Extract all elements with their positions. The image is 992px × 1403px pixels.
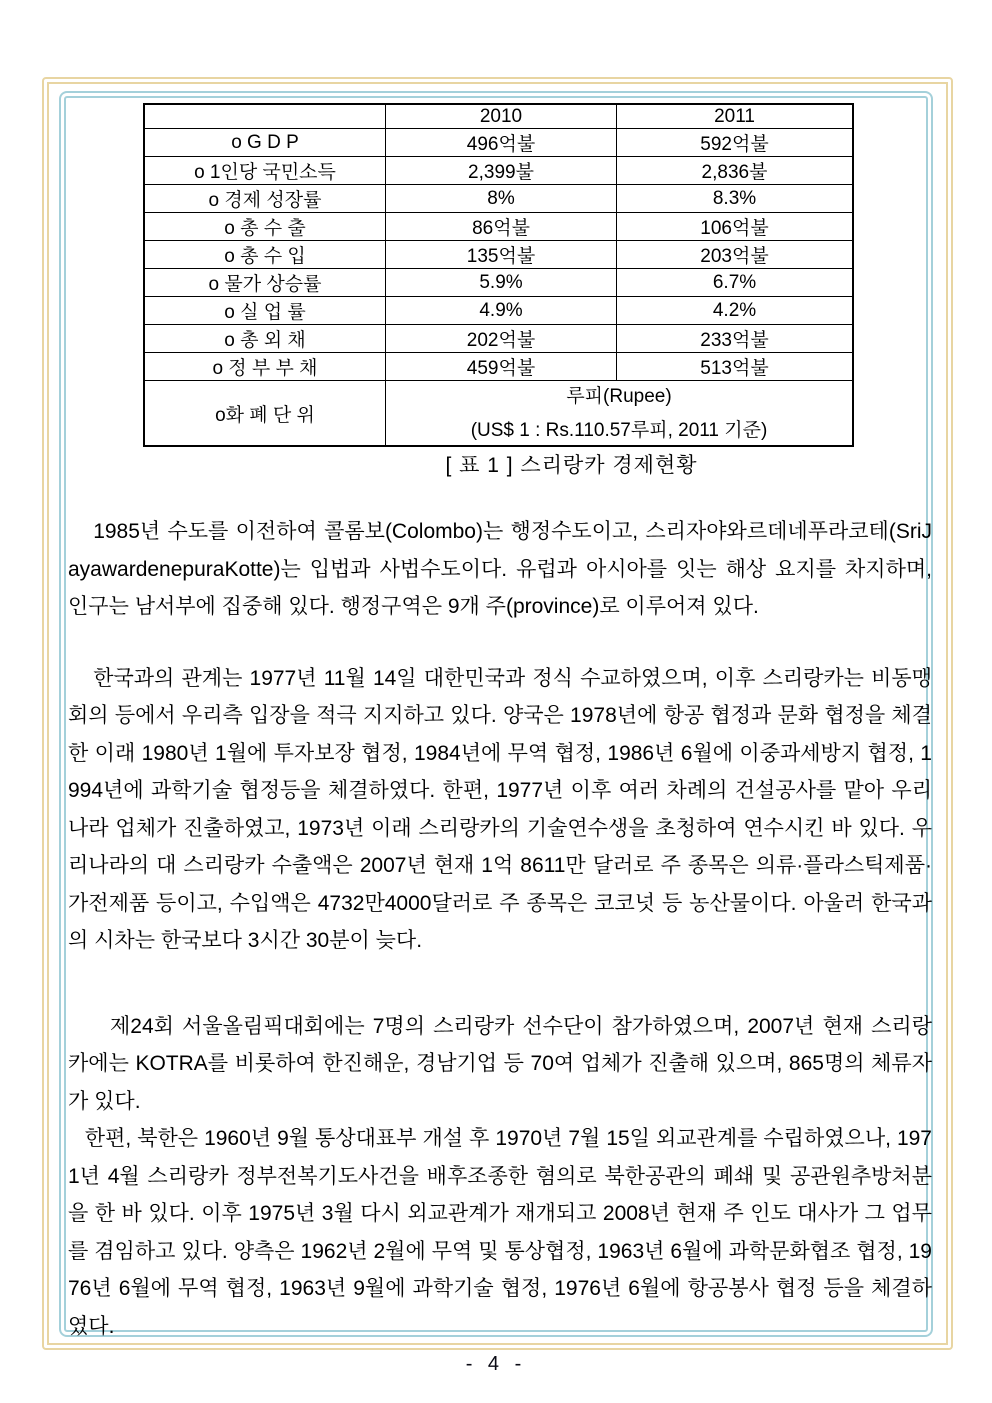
value-2011: 106억불 [617,213,854,241]
paragraph-capital-info: 1985년 수도를 이전하여 콜롬보(Colombo)는 행정수도이고, 스리자야와르데네푸라코테(SriJayawardenepuraKotte)는 입법과 사법수도이다. 유럽과 아시아를 잇는 해상 요지를 차지하며, 인구는 남서부에 집중해 있다. 행정구역은 9개 주(province)로 이루어져 있다. [68,520,932,618]
row-label: o 1인당 국민소득 [144,157,386,185]
row-label: o 총 외 채 [144,325,386,353]
row-label: o 물가 상승률 [144,269,386,297]
table-row-imports [144,241,853,269]
value-2011: 2,836불 [617,157,854,185]
document-content [68,100,932,1345]
paragraph-korea-relations: 한국과의 관계는 1977년 11월 14일 대한민국과 정식 수교하였으며, 이후 스리랑카는 비동맹회의 등에서 우리측 입장을 적극 지지하고 있다. 양국은 1978년에 항공 협정과 문화 협정을 체결한 이래 1980년 1월에 투자보장 협정, 1984년에 무역 협정, 1986년 6월에 이중과세방지 협정, 1994년에 과학기술 협정등을 체결하였다. 한편, 1977년 이후 여러 차례의 건설공사를 맡아 우리나라 업체가 진출하였고, 1973년 이래 스리랑카의 기술연수생을 초청하여 연수시킨 바 있다. 우리나라의 대 스리랑카 수출액은 2007년 현재 1억 8611만 달러로 주 종목은 의류·플라스틱제품·가전제품 등이고, 수입액은 4732만4000달러로 주 종목은 코코넛 등 농산물이다. 아울러 한국과의 시차는 한국보다 3시간 30분이 늦다. [68,666,932,952]
table-row-government-debt [144,353,853,381]
paragraph-olympics-companies: 제24회 서울올림픽대회에는 7명의 스리랑카 선수단이 참가하였으며, 2007년 현재 스리랑카에는 KOTRA를 비롯하여 한진해운, 경남기업 등 70여 업체가 진출해 있으며, 865명의 체류자가 있다. [68,1014,932,1113]
value-2011: 513억불 [617,353,854,381]
table-row-unemployment [144,297,853,325]
table-row-gdp [144,129,853,157]
currency-name: 루피(Rupee) [566,386,672,407]
page-number: - 4 - [465,1353,527,1375]
value-2010: 2,399불 [386,157,617,185]
table-row-inflation [144,269,853,297]
table-header-row [144,104,853,129]
value-2010: 496억불 [386,129,617,157]
table-row-exports [144,213,853,241]
table-row-income-per-capita [144,157,853,185]
value-2010: 8% [386,185,617,213]
currency-exchange-rate: (US$ 1 : Rs.110.57루피, 2011 기준) [470,420,768,441]
header-empty-cell [144,104,386,129]
economy-table [143,103,854,447]
value-2010: 202억불 [386,325,617,353]
value-2010: 135억불 [386,241,617,269]
table-row-external-debt [144,325,853,353]
value-2010: 86억불 [386,213,617,241]
row-label: o 정 부 부 채 [144,353,386,381]
economy-table-container [143,103,830,479]
table-row-growth-rate [144,185,853,213]
row-label: o 총 수 입 [144,241,386,269]
row-label: o화 폐 단 위 [144,381,386,447]
value-2010: 4.9% [386,297,617,325]
value-2011: 203억불 [617,241,854,269]
value-2010: 459억불 [386,353,617,381]
header-year-2011: 2011 [617,104,854,129]
row-label: o 경제 성장률 [144,185,386,213]
header-year-2010: 2010 [386,104,617,129]
value-2011: 592억불 [617,129,854,157]
row-label: o 총 수 출 [144,213,386,241]
row-label: o 실 업 률 [144,297,386,325]
row-label: o G D P [144,129,386,157]
currency-value-cell [386,381,854,447]
value-2010: 5.9% [386,269,617,297]
value-2011: 8.3% [617,185,854,213]
value-2011: 4.2% [617,297,854,325]
value-2011: 6.7% [617,269,854,297]
table-row-currency [144,381,853,447]
paragraph-north-korea-relations: 한편, 북한은 1960년 9월 통상대표부 개설 후 1970년 7월 15일 외교관계를 수립하였으나, 1971년 4월 스리랑카 정부전복기도사건을 배후조종한 혐의로 북한공관의 폐쇄 및 공관원추방처분을 한 바 있다. 이후 1975년 3월 다시 외교관계가 재개되고 2008년 현재 주 인도 대사가 그 업무를 겸임하고 있다. 양측은 1962년 2월에 무역 및 통상협정, 1963년 6월에 과학문화협조 협정, 1976년 6월에 무역 협정, 1963년 9월에 과학기술 협정, 1976년 6월에 항공봉사 협정 등을 체결하였다. [68,1127,932,1338]
table-caption: [ 표 1 ] 스리랑카 경제현황 [445,454,698,477]
value-2011: 233억불 [617,325,854,353]
